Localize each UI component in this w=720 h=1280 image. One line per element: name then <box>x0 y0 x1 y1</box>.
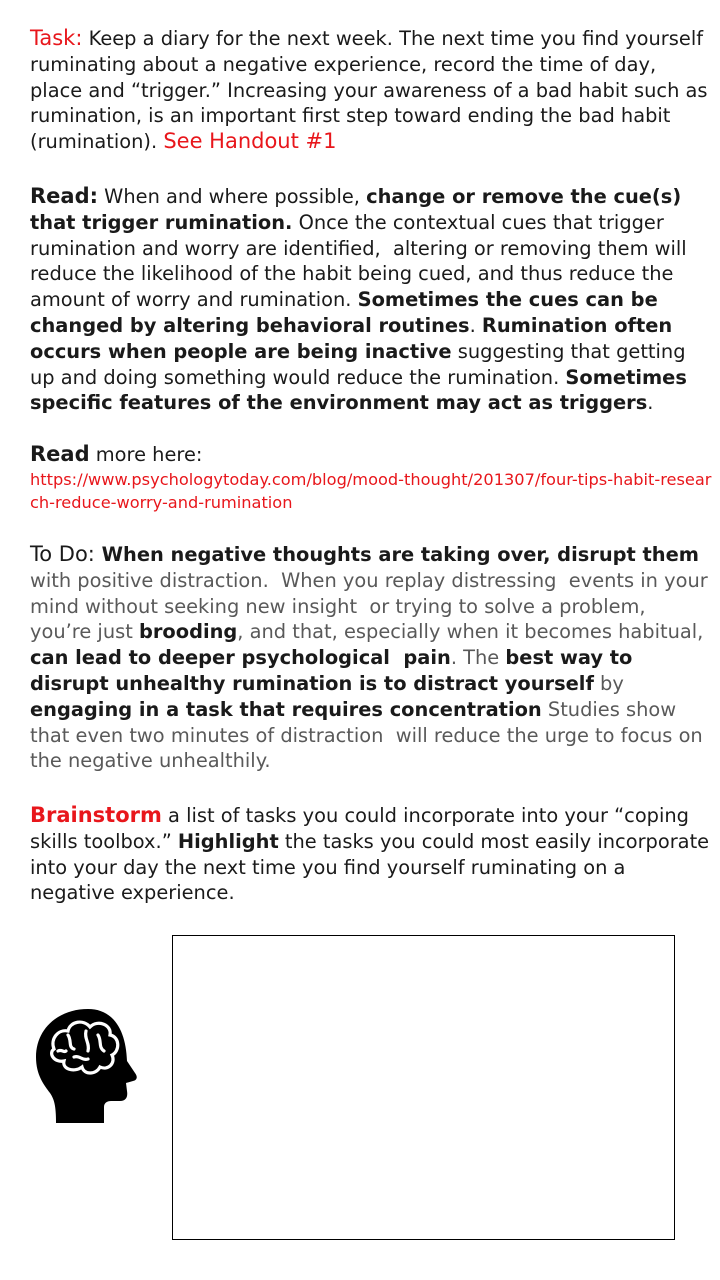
task-label: Task: <box>30 26 83 50</box>
brainstorm-label: Brainstorm <box>30 803 162 827</box>
brainstorm-answer-box[interactable] <box>172 935 675 1240</box>
todo-text-4: by <box>593 671 631 695</box>
psychology-today-link[interactable]: https://www.psychologytoday.com/blog/mood-thought/201307/four-tips-habit-research-reduce-worry-and-rumination <box>30 469 712 512</box>
read-label: Read: <box>30 184 99 208</box>
read-text-3: . <box>469 313 482 337</box>
brainstorm-paragraph <box>30 803 716 906</box>
todo-text-1: with positive distraction. When you replay distressing events in your mind without seeking new insight or trying to solve a problem, you’re just <box>30 543 714 644</box>
todo-bold-5: engaging in a task that requires concentration <box>30 697 542 721</box>
read-more-paragraph <box>30 442 712 514</box>
brainstorm-text-1: a list of tasks you could incorporate into your “coping skills toolbox.” <box>30 804 696 853</box>
read-text-1: When and where possible, <box>98 185 367 208</box>
todo-bold-2: brooding <box>138 620 238 644</box>
todo-text-5: Studies show that even two minutes of distraction will reduce the urge to focus on the negative unhealthily. <box>30 697 709 773</box>
todo-bold-1: When negative thoughts are taking over, disrupt them <box>94 543 699 566</box>
read-bold-3: Rumination often occurs when people are being inactive <box>30 313 679 363</box>
head-with-brain-icon <box>30 1005 140 1125</box>
todo-text-3: . The <box>450 646 506 670</box>
read-bold-4: Sometimes specific features of the environment may act as triggers <box>30 365 694 415</box>
handout-reference: See Handout #1 <box>163 129 337 154</box>
read-text-2: Once the contextual cues that trigger rumination and worry are identified, altering or removing them will reduce the likelihood of the habit being cued, and thus reduce the amount of worry and rumination. <box>30 210 693 312</box>
todo-label: To Do: <box>30 542 95 566</box>
read-bold-2: Sometimes the cues can be changed by altering behavioral routines <box>30 288 665 337</box>
read-paragraph <box>30 184 712 416</box>
read-text-5: . <box>647 391 654 415</box>
todo-bold-3: can lead to deeper psychological pain <box>30 646 451 670</box>
task-text: Keep a diary for the next week. The next time you find yourself ruminating about a negative experience, record the time of day, place and “trigger.” Increasing your awareness of a bad habit such as rumination, is an important first step toward ending the bad habit (rumination). <box>30 27 714 154</box>
read-more-label: Read <box>30 442 90 466</box>
todo-bold-4: best way to disrupt unhealthy rumination is to distract yourself <box>30 646 640 695</box>
read-more-text: more here: <box>89 443 203 466</box>
todo-paragraph <box>30 542 712 774</box>
task-paragraph <box>30 26 712 155</box>
todo-text-2: , and that, especially when it becomes habitual, <box>237 620 710 644</box>
brainstorm-text-2: the tasks you could most easily incorporate into your day the next time you find yourself ruminating on a negative experience. <box>30 829 716 905</box>
brainstorm-bold-1: Highlight <box>177 829 279 853</box>
read-bold-1: change or remove the cue(s) that trigger rumination. <box>30 185 688 234</box>
read-text-4: suggesting that getting up and doing something would reduce the rumination. <box>30 339 692 389</box>
